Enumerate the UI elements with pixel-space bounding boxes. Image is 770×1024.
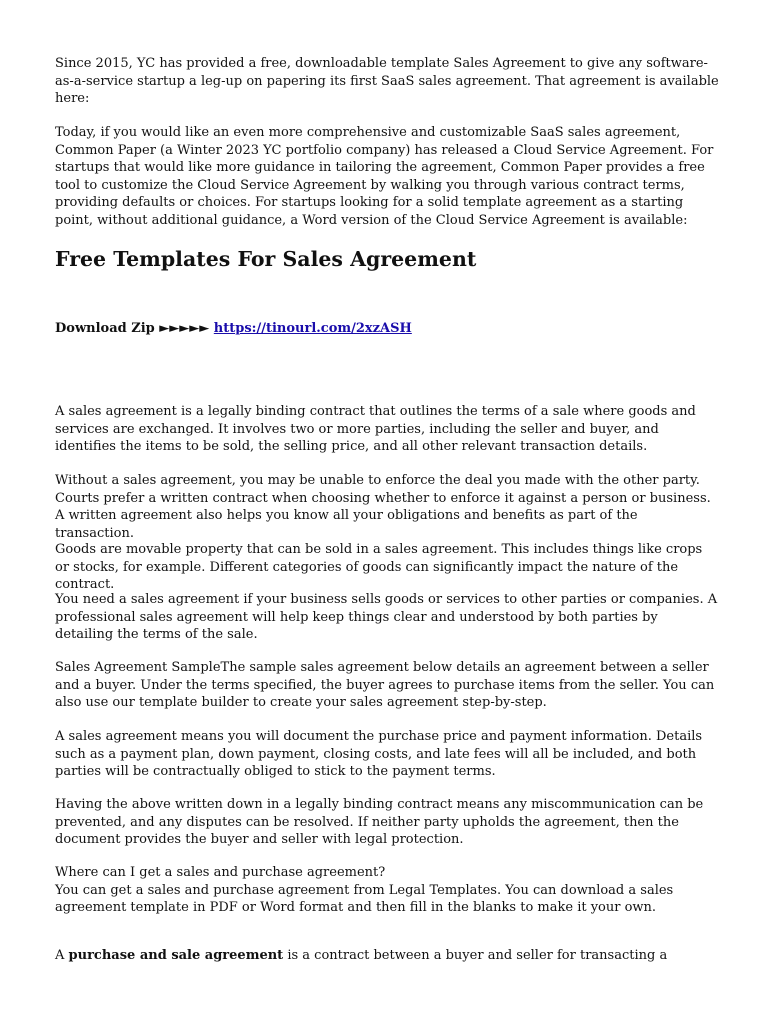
body-paragraph-goods: Goods are movable property that can be sold in a sales agreement. This includes things like crops or stocks, for example. Different categories of goods can significantly impact the nature of the contract.: [55, 542, 703, 593]
body-paragraph-sample: Sales Agreement SampleThe sample sales agreement below details an agreement between a seller and a buyer. Under the terms specified, the buyer agrees to purchase items from the seller. You can also use our template builder to create your sales agreement step-by-step.: [55, 660, 715, 711]
download-line: [55, 320, 412, 337]
intro-paragraph-2: Today, if you would like an even more comprehensive and customizable SaaS sales agreement, Common Paper (a Winter 2023 YC portfolio company) has released a Cloud Service Agreement. For startups that would like more guidance in tailoring the agreement, Common Paper provides a free tool to customize the Cloud Service Agreement by walking you through various contract terms, providing defaults or choices. For startups looking for a solid template agreement as a starting point, without additional guidance, a Word version of the Cloud Service Agreement is available:: [55, 125, 714, 228]
purchase-sale-rest: is a contract between a buyer and seller for transacting a: [283, 948, 668, 963]
faq-block: [55, 864, 720, 917]
body-paragraph-payment: A sales agreement means you will document the purchase price and payment information. Details such as a payment plan, down payment, closing costs, and late fees will all be included, and both parties will be contractually obliged to stick to the payment terms.: [55, 729, 703, 780]
body-paragraph-enforcement: Without a sales agreement, you may be unable to enforce the deal you made with the other party. Courts prefer a written contract when choosing whether to enforce it against a person or business. A written agreement also helps you know all your obligations and benefits as part of the transaction.: [55, 473, 711, 541]
purchase-sale-term: purchase and sale agreement: [68, 948, 284, 963]
faq-question: Where can I get a sales and purchase agreement?: [55, 865, 386, 880]
body-paragraph-need: You need a sales agreement if your business sells goods or services to other parties or companies. A professional sales agreement will help keep things clear and understood by both parties by detailing the terms of the sale.: [55, 592, 718, 643]
body-paragraph-definition: A sales agreement is a legally binding contract that outlines the terms of a sale where goods and services are exchanged. It involves two or more parties, including the seller and buyer, and identifies the items to be sold, the selling price, and all other relevant transaction details.: [55, 404, 696, 455]
faq-answer: You can get a sales and purchase agreement from Legal Templates. You can download a sales agreement template in PDF or Word format and then fill in the blanks to make it your own.: [55, 882, 674, 916]
intro-paragraph-1: Since 2015, YC has provided a free, downloadable template Sales Agreement to give any software-as-a-service startup a leg-up on papering its first SaaS sales agreement. That agreement is available here:: [55, 56, 719, 107]
page-title: Free Templates For Sales Agreement: [55, 247, 477, 271]
body-paragraph-purchase-sale: [55, 947, 720, 965]
download-label: Download Zip ►►►►►: [55, 321, 214, 336]
body-paragraph-protection: Having the above written down in a legally binding contract means any miscommunication can be prevented, and any disputes can be resolved. If neither party upholds the agreement, then the document provides the buyer and seller with legal protection.: [55, 797, 704, 848]
download-link[interactable]: https://tinourl.com/2xzASH: [213, 321, 412, 336]
purchase-sale-prefix: A: [55, 948, 69, 963]
